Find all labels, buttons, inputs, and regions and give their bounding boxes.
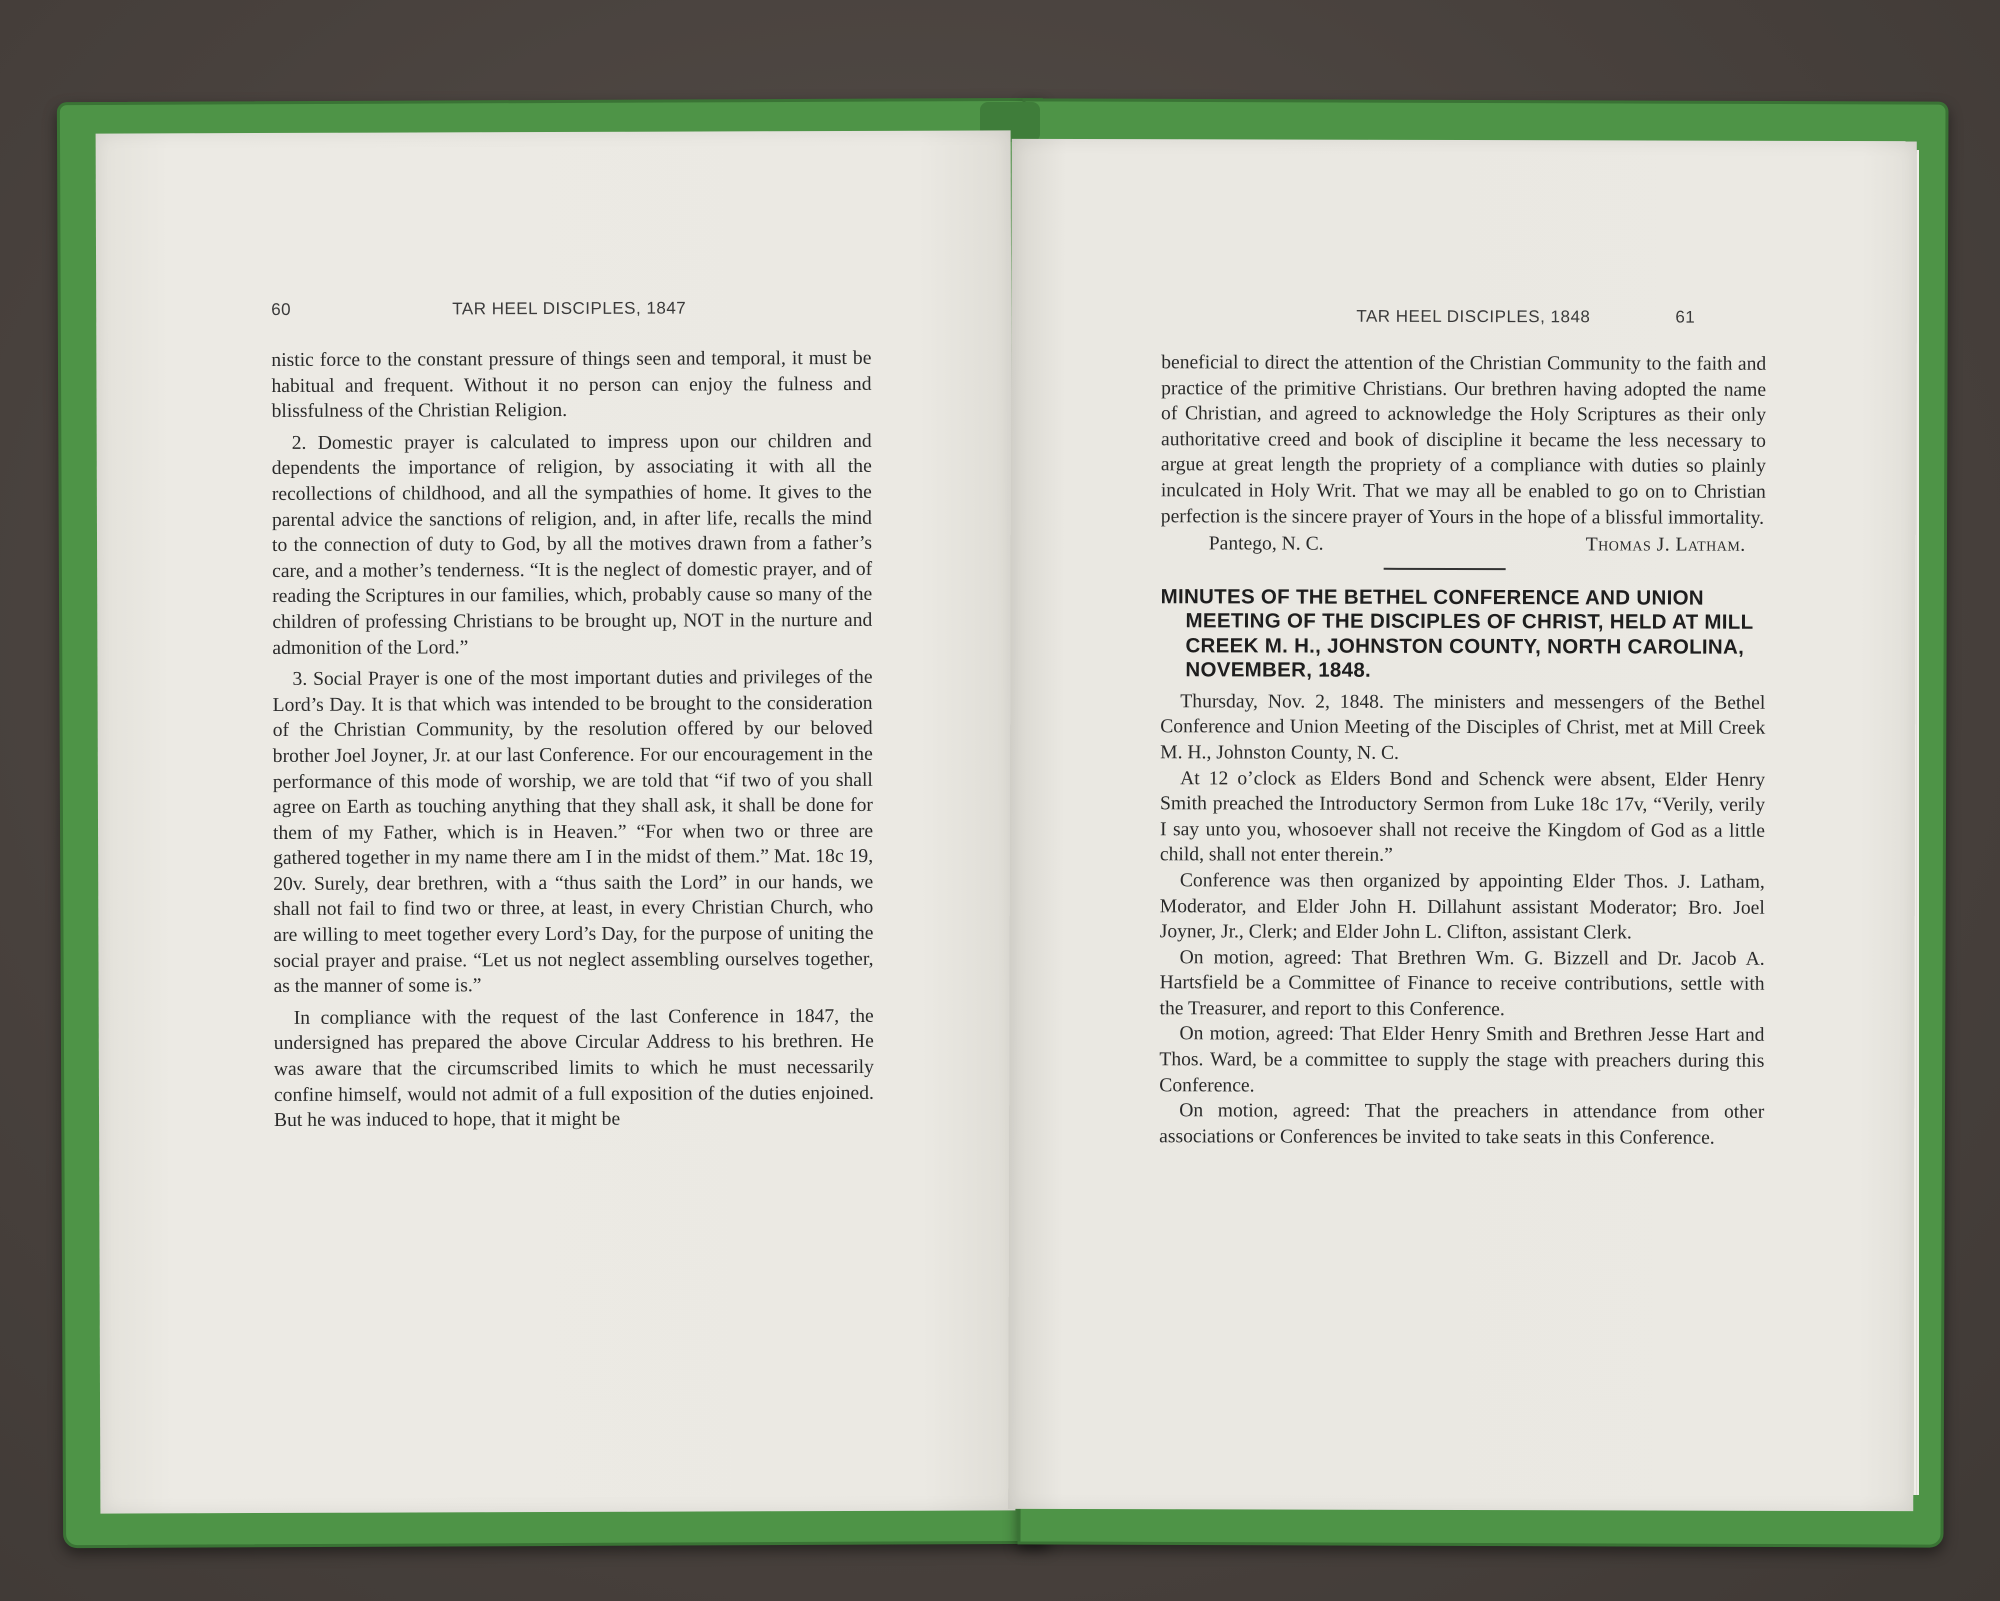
left-paragraph-1: nistic force to the constant pressure of things seen and temporal, it must be habitual and frequent. Without it no person can enjoy the fulness and blissfulness of the Christian Religion. bbox=[271, 347, 872, 423]
right-paragraph-2: At 12 o’clock as Elders Bond and Schenck were absent, Elder Henry Smith preached the Introductory Sermon from Luke 18c 17v, “Verily, verily I say unto you, whosoever shall not receive the Kingdom of God as a little child, shall not enter therein.” bbox=[1159, 767, 1766, 867]
right-running-title: TAR HEEL DISCIPLES, 1848 bbox=[1356, 306, 1591, 327]
signature-place: Pantego, N. C. bbox=[1208, 533, 1324, 555]
left-paragraph-2: 2. Domestic prayer is calculated to impress upon our children and dependents the importance of religion, by associating it with all the recollections of childhood, and all the sympathies of home. It gives to the parental advice the sanctions of religion, and, in after life, recalls the mind to the connection of duty to God, by all the motives drawn from a father’s care, and a mother’s tenderness. “It is the neglect of domestic prayer, and of reading the Scriptures in our families, which, probably cause so many of the children of professing Christians to be brought up, NOT in the nurture and admonition of the Lord.” bbox=[271, 430, 873, 659]
left-body-text bbox=[271, 346, 874, 1134]
right-paragraph-5: On motion, agreed: That Elder Henry Smith and Brethren Jesse Hart and Thos. Ward, be a committee to supply the stage with preachers during this Conference. bbox=[1159, 1023, 1765, 1097]
right-page-number: 61 bbox=[1675, 307, 1696, 327]
right-paragraph-4: On motion, agreed: That Brethren Wm. G. Bizzell and Dr. Jacob A. Hartsfield be a Committee of Finance to receive contributions, settle with the Treasurer, and report to this Conference. bbox=[1159, 946, 1765, 1020]
section-heading: MINUTES OF THE BETHEL CONFERENCE AND UNION MEETING OF THE DISCIPLES OF CHRIST, HELD AT MILL CREEK M. H., JOHNSTON COUNTY, NORTH CAROLINA, NOVEMBER, 1848. bbox=[1160, 584, 1754, 683]
right-body-text bbox=[1159, 350, 1766, 1151]
left-running-head bbox=[96, 297, 1011, 330]
signature-line bbox=[1209, 531, 1746, 558]
signature-name: Thomas J. Latham. bbox=[1585, 534, 1746, 556]
left-paragraph-4: In compliance with the request of the last Conference in 1847, the undersigned has prepared the above Circular Address to his brethren. He was aware that the circumscribed limits to which he must necessarily confine himself, would not admit of a full exposition of the duties enjoined. But he was induced to hope, that it might be bbox=[273, 1005, 874, 1132]
left-running-title: TAR HEEL DISCIPLES, 1847 bbox=[452, 298, 687, 319]
left-page-number: 60 bbox=[271, 299, 292, 319]
section-divider bbox=[1384, 568, 1506, 570]
right-opening-paragraph: beneficial to direct the attention of the Christian Community to the faith and practice of the primitive Christians. Our brethren having adopted the name of Christian, and agreed to acknowledge the Holy Scriptures as their only authoritative creed and book of discipline it became the less necessary to argue at great length the propriety of a compliance with duties so plainly inculcated in Holy Writ. That we may all be enabled to go on to Christian perfection is the sincere prayer of Yours in the hope of a blissful immortality. bbox=[1160, 352, 1767, 529]
right-paragraph-1: Thursday, Nov. 2, 1848. The ministers and messengers of the Bethel Conference and Union Meeting of the Disciples of Christ, met at Mill Creek M. H., Johnston County, N. C. bbox=[1160, 691, 1766, 764]
right-page bbox=[1008, 139, 1917, 1511]
left-page bbox=[96, 130, 1016, 1513]
right-paragraph-6: On motion, agreed: That the preachers in attendance from other associations or Conferences be invited to take seats in this Conference. bbox=[1159, 1100, 1765, 1149]
left-paragraph-3: 3. Social Prayer is one of the most important duties and privileges of the Lord’s Day. It is that which was intended to be brought to the consideration of the Christian Community, by the resolution offered by our beloved brother Joel Joyner, Jr. at our last Conference. For our encouragement in the performance of this mode of worship, we are told that “if two of you shall agree on Earth as touching anything that they shall ask, it shall be done for them of my Father, which is in Heaven.” “For when two or three are gathered together in my name there am I in the midst of them.” Mat. 18c 19, 20v. Surely, dear brethren, with a “thus saith the Lord” in our hands, we shall not fail to find two or three, at least, in every Christian Church, who are willing to meet together every Lord’s Day, for the purpose of uniting the social prayer and praise. “Let us not neglect assembling ourselves together, as the manner of some is.” bbox=[272, 667, 874, 998]
right-paragraph-3: Conference was then organized by appointing Elder Thos. J. Latham, Moderator, and Elder John H. Dillahunt assistant Moderator; Bro. Joel Joyner, Jr., Clerk; and Elder John L. Clifton, assistant Clerk. bbox=[1159, 870, 1765, 944]
right-running-head bbox=[1011, 306, 1916, 338]
